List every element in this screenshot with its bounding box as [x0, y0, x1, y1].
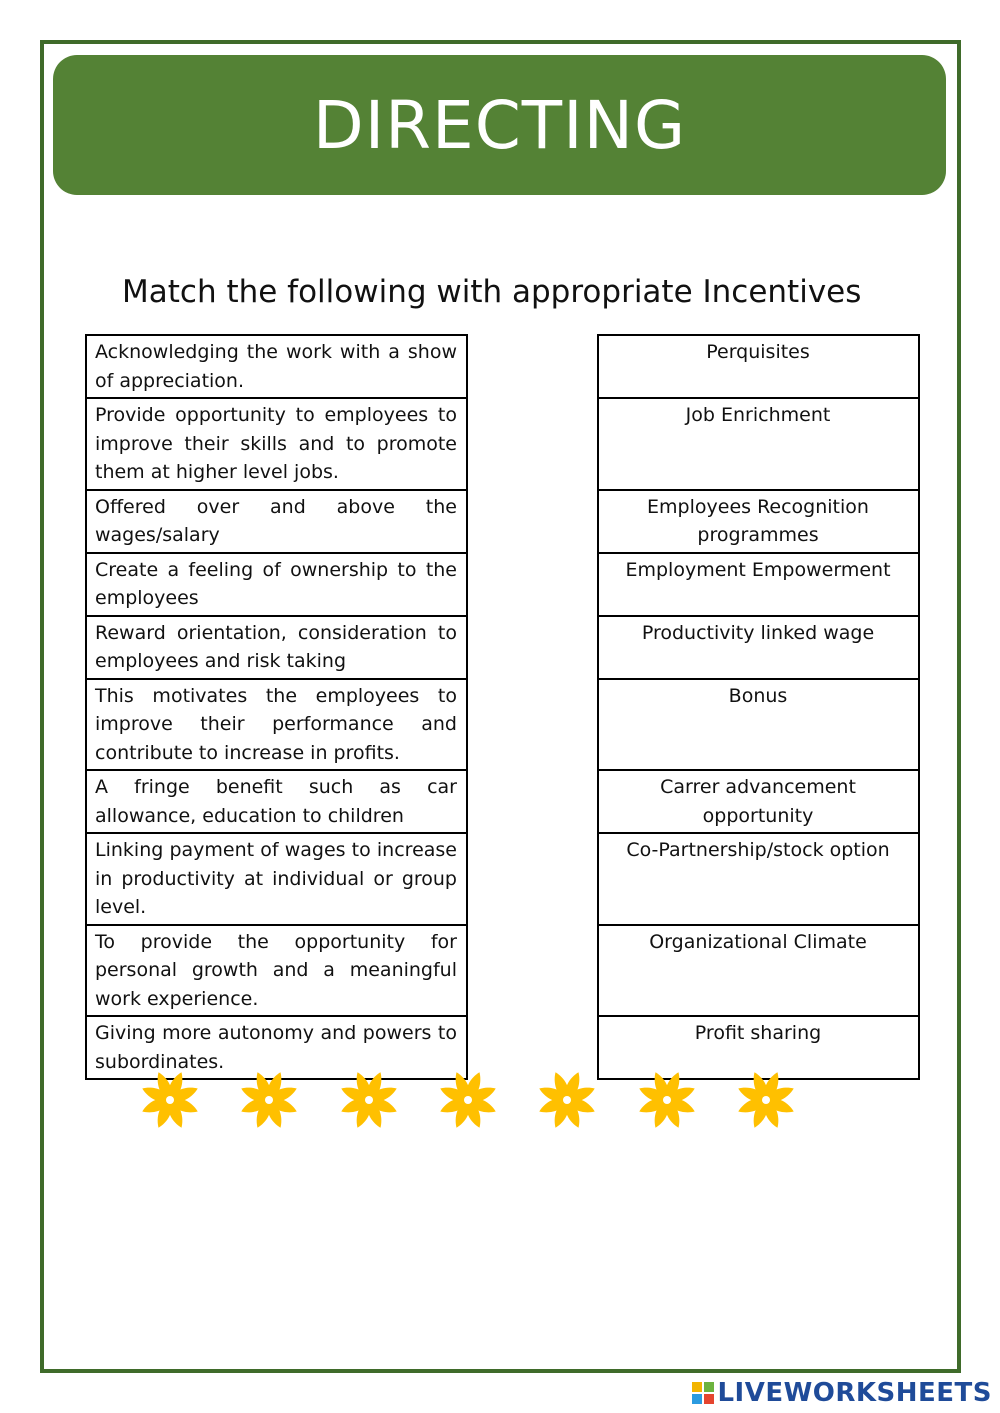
liveworksheets-logo: [692, 1378, 992, 1408]
statement-cell[interactable]: Create a feeling of ownership to the employees: [86, 553, 467, 616]
flower-row: [138, 1068, 798, 1132]
incentive-cell[interactable]: Productivity linked wage: [598, 616, 919, 679]
incentive-cell[interactable]: Perquisites: [598, 335, 919, 398]
flower-icon: [436, 1068, 500, 1132]
matching-table: [85, 334, 920, 1080]
incentive-cell[interactable]: Bonus: [598, 679, 919, 771]
flower-icon: [237, 1068, 301, 1132]
flower-icon: [734, 1068, 798, 1132]
statement-cell[interactable]: Provide opportunity to employees to improve their skills and to promote them at higher level jobs.: [86, 398, 467, 490]
incentive-cell[interactable]: Profit sharing: [598, 1016, 919, 1079]
incentive-cell[interactable]: Co-Partnership/stock option: [598, 833, 919, 925]
statement-cell[interactable]: Linking payment of wages to increase in productivity at individual or group level.: [86, 833, 467, 925]
statement-cell[interactable]: To provide the opportunity for personal growth and a meaningful work experience.: [86, 925, 467, 1017]
flower-icon: [138, 1068, 202, 1132]
statement-cell[interactable]: Reward orientation, consideration to employees and risk taking: [86, 616, 467, 679]
flower-icon: [535, 1068, 599, 1132]
incentive-cell[interactable]: Carrer advancement opportunity: [598, 770, 919, 833]
flower-icon: [635, 1068, 699, 1132]
flower-icon: [337, 1068, 401, 1132]
incentive-cell[interactable]: Job Enrichment: [598, 398, 919, 490]
instruction-text: Match the following with appropriate Incentives: [122, 274, 862, 310]
matching-area[interactable]: [467, 335, 598, 1079]
title-banner: [53, 55, 946, 195]
incentive-cell[interactable]: Employees Recognition programmes: [598, 490, 919, 553]
incentive-cell[interactable]: Organizational Climate: [598, 925, 919, 1017]
page-title: DIRECTING: [312, 86, 687, 164]
table-row: [86, 335, 919, 398]
statement-cell[interactable]: This motivates the employees to improve their performance and contribute to increase in profits.: [86, 679, 467, 771]
statement-cell[interactable]: A fringe benefit such as car allowance, education to children: [86, 770, 467, 833]
statement-cell[interactable]: Offered over and above the wages/salary: [86, 490, 467, 553]
logo-text: LIVEWORKSHEETS: [717, 1378, 992, 1408]
logo-blocks-icon: [692, 1382, 714, 1404]
incentive-cell[interactable]: Employment Empowerment: [598, 553, 919, 616]
statement-cell[interactable]: Giving more autonomy and powers to subordinates.: [86, 1016, 467, 1079]
statement-cell[interactable]: Acknowledging the work with a show of appreciation.: [86, 335, 467, 398]
